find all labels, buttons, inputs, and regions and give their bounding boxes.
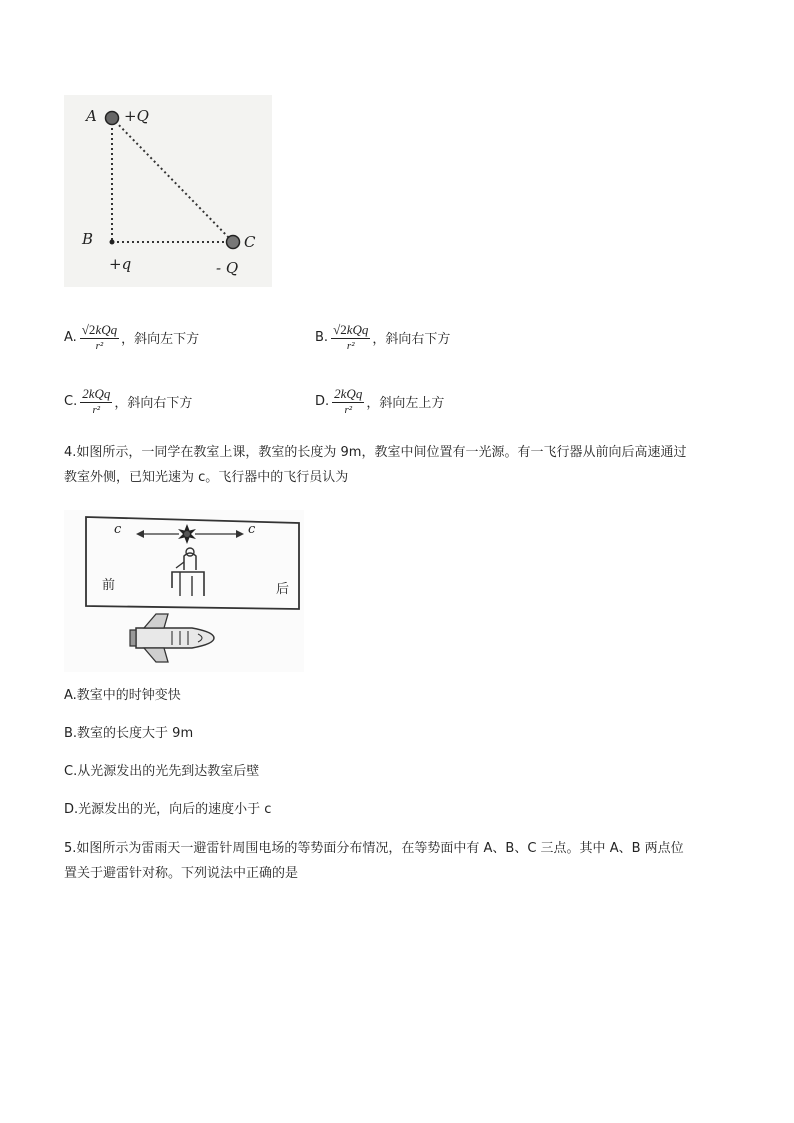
question4-option-d[interactable]: D.光源发出的光，向后的速度小于 c bbox=[64, 802, 272, 817]
option-a[interactable] bbox=[64, 322, 199, 353]
charge-a-ball bbox=[106, 112, 119, 125]
label-minus-q: - Q bbox=[216, 259, 239, 277]
label-b: B bbox=[82, 230, 94, 248]
option-c-den: r² bbox=[92, 404, 101, 416]
option-b-den: r² bbox=[346, 340, 355, 352]
option-d-num: kQq bbox=[340, 386, 363, 401]
option-b-letter: B. bbox=[315, 330, 329, 345]
charge-triangle-figure bbox=[64, 95, 272, 287]
option-a-suffix: ，斜向左下方 bbox=[121, 332, 200, 347]
back-label: 后 bbox=[276, 582, 290, 597]
option-a-fraction bbox=[80, 322, 119, 353]
charge-c-ball bbox=[227, 236, 240, 249]
label-c: C bbox=[244, 233, 256, 251]
question4-line2: 教室外侧，已知光速为 c。飞行器中的飞行员认为 bbox=[64, 470, 349, 485]
option-d[interactable] bbox=[315, 386, 444, 417]
front-label: 前 bbox=[102, 578, 116, 593]
c-left-label: c bbox=[114, 522, 122, 537]
option-c-suffix: ，斜向右下方 bbox=[114, 396, 193, 411]
label-a: A bbox=[86, 107, 97, 125]
question5-line1: 5.如图所示为雷雨天一避雷针周围电场的等势面分布情况，在等势面中有 A、B、C 三点。其中 A、B 两点位 bbox=[64, 841, 684, 856]
question4-option-b[interactable]: B.教室的长度大于 9m bbox=[64, 726, 194, 741]
question4-option-c[interactable]: C.从光源发出的光先到达教室后壁 bbox=[64, 764, 260, 779]
option-c[interactable] bbox=[64, 386, 192, 417]
option-a-coef: √2 bbox=[81, 322, 96, 337]
option-c-coef: 2 bbox=[82, 386, 89, 401]
option-b-coef: √2 bbox=[333, 322, 347, 337]
label-plus-small-q: +q bbox=[109, 255, 132, 273]
option-a-num: kQq bbox=[95, 322, 118, 337]
option-d-den: r² bbox=[344, 404, 353, 416]
label-plus-big-q: +Q bbox=[124, 107, 149, 125]
line-ac bbox=[112, 118, 233, 242]
option-d-coef: 2 bbox=[334, 386, 341, 401]
option-d-letter: D. bbox=[315, 394, 330, 409]
option-c-letter: C. bbox=[64, 394, 78, 409]
charge-b-dot bbox=[110, 240, 115, 245]
option-b-fraction bbox=[331, 322, 370, 353]
option-b-suffix: ，斜向右下方 bbox=[372, 332, 451, 347]
arrow-right-head bbox=[236, 530, 244, 538]
arrow-left-head bbox=[136, 530, 144, 538]
question4-line1: 4.如图所示，一同学在教室上课，教室的长度为 9m，教室中间位置有一光源。有一飞行器从前向后高速通过 bbox=[64, 445, 687, 460]
option-d-fraction bbox=[332, 386, 364, 417]
option-c-num: kQq bbox=[88, 386, 111, 401]
option-d-suffix: ，斜向左上方 bbox=[366, 396, 445, 411]
c-right-label: c bbox=[248, 522, 256, 537]
option-b[interactable] bbox=[315, 322, 450, 353]
question5-line2: 置关于避雷针对称。下列说法中正确的是 bbox=[64, 866, 299, 881]
classroom-diagram bbox=[64, 510, 304, 672]
light-source-icon bbox=[178, 524, 196, 544]
student-at-desk-icon bbox=[172, 548, 204, 596]
option-b-num: kQq bbox=[346, 322, 369, 337]
question4-option-a[interactable]: A.教室中的时钟变快 bbox=[64, 688, 181, 703]
classroom-figure bbox=[64, 510, 304, 672]
option-c-fraction bbox=[80, 386, 112, 417]
spacecraft-icon bbox=[130, 614, 214, 662]
option-a-den: r² bbox=[95, 340, 104, 352]
option-a-letter: A. bbox=[64, 330, 77, 345]
